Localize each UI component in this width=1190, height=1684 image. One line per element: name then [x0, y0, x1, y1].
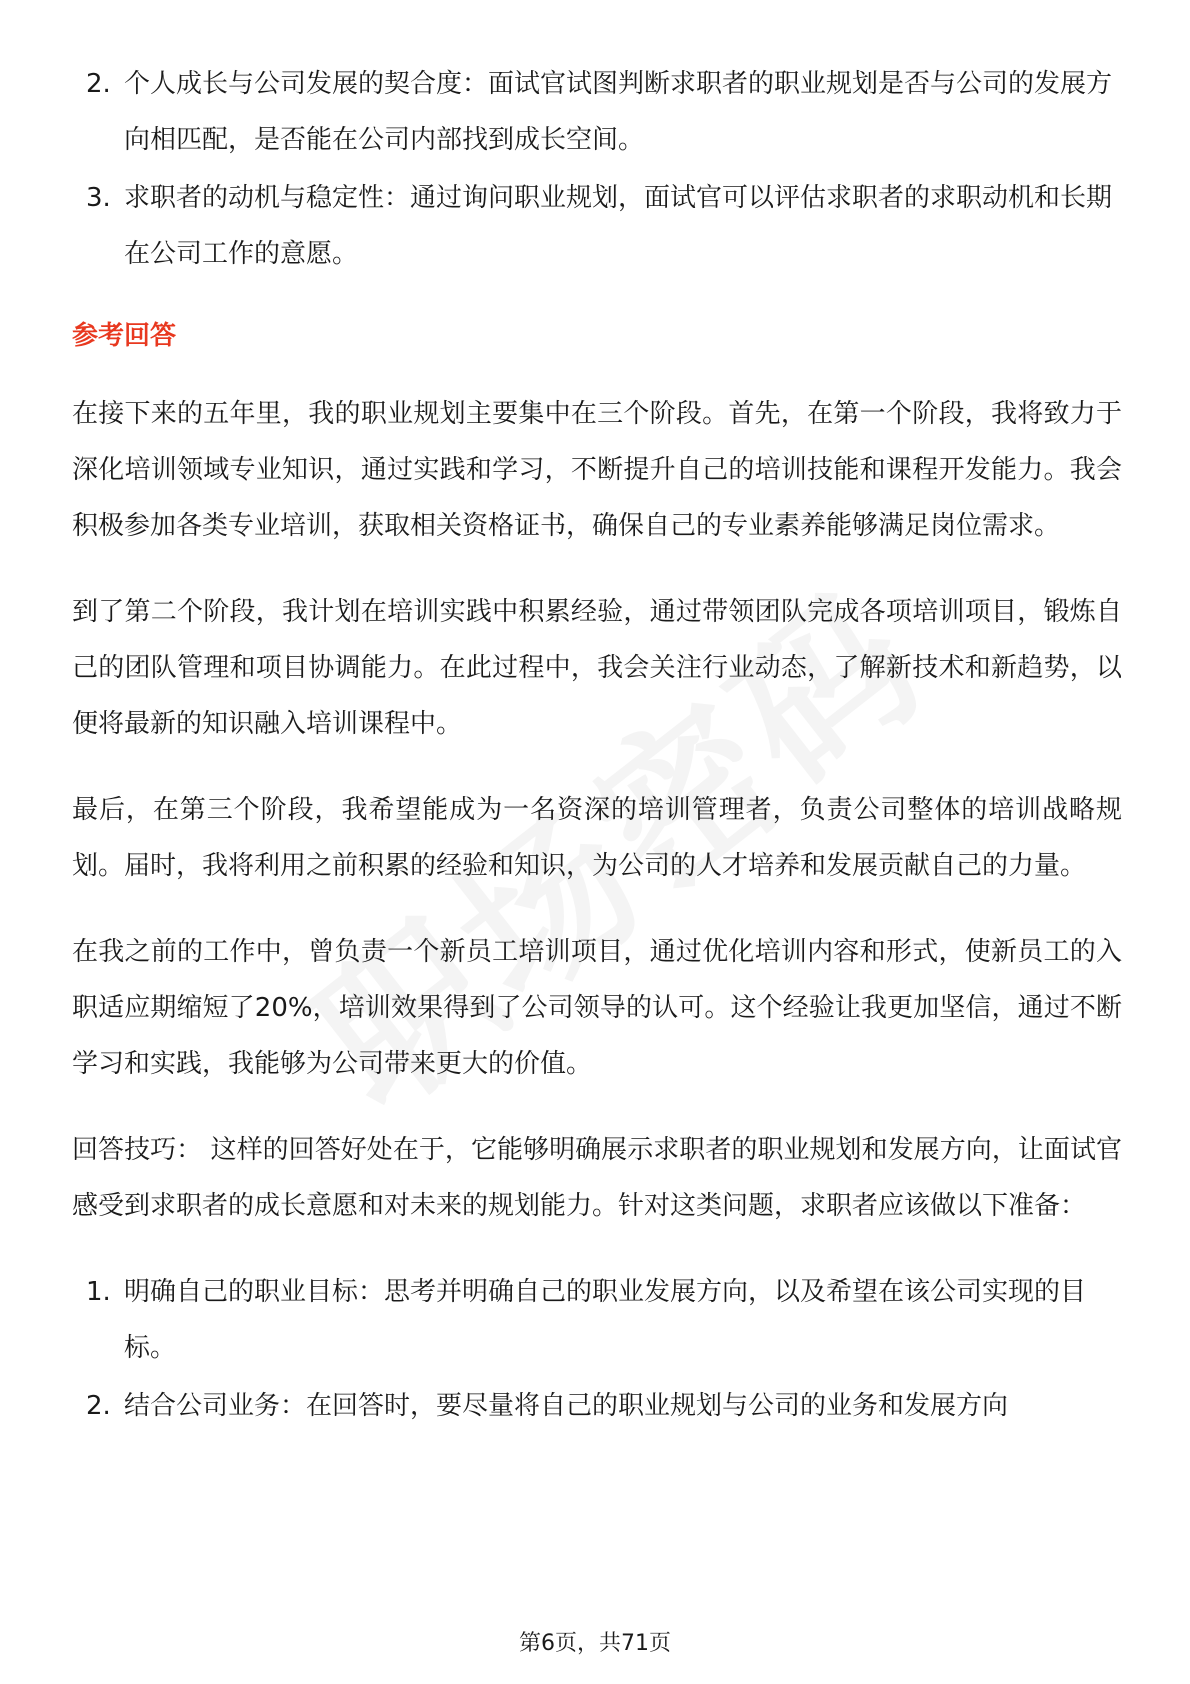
- list-item-number: 2.: [86, 1391, 111, 1421]
- answer-paragraph: 在接下来的五年里，我的职业规划主要集中在三个阶段。首先，在第一个阶段，我将致力于深化培训领域专业知识，通过实践和学习，不断提升自己的培训技能和课程开发能力。我会积极参加各类专业培训，获取相关资格证书，确保自己的专业素养能够满足岗位需求。: [72, 399, 1122, 541]
- answer-paragraph: 到了第二个阶段，我计划在培训实践中积累经验，通过带领团队完成各项培训项目，锻炼自己的团队管理和项目协调能力。在此过程中，我会关注行业动态，了解新技术和新趋势，以便将最新的知识融入培训课程中。: [72, 597, 1122, 739]
- evaluation-points-list: [72, 56, 1122, 282]
- list-item-number: 3.: [86, 183, 111, 213]
- page-content: [72, 56, 1122, 1436]
- answer-paragraph: 在我之前的工作中，曾负责一个新员工培训项目，通过优化培训内容和形式，使新员工的入职适应期缩短了20%，培训效果得到了公司领导的认可。这个经验让我更加坚信，通过不断学习和实践，我能够为公司带来更大的价值。: [72, 937, 1122, 1079]
- answer-paragraph: 最后，在第三个阶段，我希望能成为一名资深的培训管理者，负责公司整体的培训战略规划。届时，我将利用之前积累的经验和知识，为公司的人才培养和发展贡献自己的力量。: [72, 795, 1122, 881]
- list-item-text: 明确自己的职业目标：思考并明确自己的职业发展方向，以及希望在该公司实现的目标。: [124, 1277, 1087, 1363]
- list-item-text: 结合公司业务：在回答时，要尽量将自己的职业规划与公司的业务和发展方向: [124, 1391, 1009, 1421]
- preparation-list: [72, 1264, 1122, 1434]
- list-item: [72, 1378, 1122, 1434]
- list-item-number: 2.: [86, 69, 111, 99]
- list-item: [72, 56, 1122, 168]
- list-item: [72, 1264, 1122, 1376]
- list-item: [72, 170, 1122, 282]
- answer-tips-paragraph: 回答技巧： 这样的回答好处在于，它能够明确展示求职者的职业规划和发展方向，让面试官感受到求职者的成长意愿和对未来的规划能力。针对这类问题，求职者应该做以下准备：: [72, 1135, 1122, 1221]
- list-item-number: 1.: [86, 1277, 111, 1307]
- reference-answer-heading: 参考回答: [72, 321, 177, 351]
- list-item-text: 个人成长与公司发展的契合度：面试官试图判断求职者的职业规划是否与公司的发展方向相匹配，是否能在公司内部找到成长空间。: [124, 69, 1113, 155]
- list-item-text: 求职者的动机与稳定性：通过询问职业规划，面试官可以评估求职者的求职动机和长期在公司工作的意愿。: [124, 183, 1113, 269]
- page-number-footer: 第6页，共71页: [519, 1631, 671, 1656]
